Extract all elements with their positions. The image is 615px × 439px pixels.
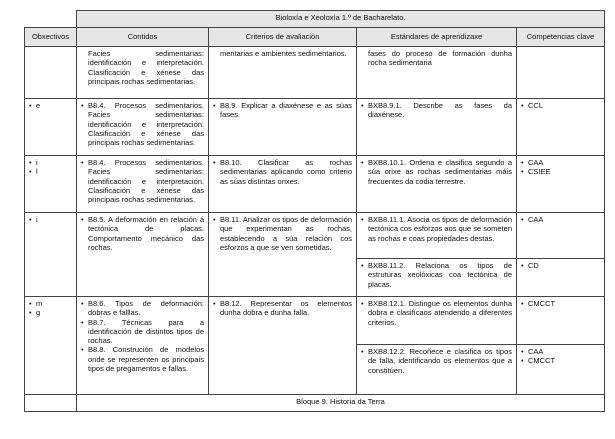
list-item: • CAA xyxy=(521,215,600,224)
estandares-text: fases do proceso de formación dunha rocha sedimentaria xyxy=(368,49,512,68)
cell-criterios xyxy=(209,47,357,99)
block-heading: Bloque 9. Historia da Terra xyxy=(77,395,605,412)
cell-estandares xyxy=(357,156,517,213)
list-item: • CSIEE xyxy=(521,167,600,176)
cell-contidos xyxy=(77,47,209,99)
table-row xyxy=(25,213,605,259)
cell-obxectivos xyxy=(25,99,77,156)
cell-competencias xyxy=(517,156,605,213)
list-item: • CMCCT xyxy=(521,299,600,308)
cell-competencias xyxy=(517,47,605,99)
table-row xyxy=(25,47,605,99)
cell-estandares xyxy=(357,47,517,99)
cell-estandares xyxy=(357,259,517,297)
header-estandares: Estándares de aprendizaxe xyxy=(357,28,517,47)
cell-criterios xyxy=(209,99,357,156)
list-item: • B8.5. A deformación en relación á tectónica de placas. Comportamento mecánico das rochas. xyxy=(81,215,204,252)
list-item: • BXB8.12.1. Distingue os elementos dunha dobra e clasifícaos atendendo a diferentes criterios. xyxy=(361,299,512,327)
cell-estandares xyxy=(357,297,517,345)
list-item: • CAA xyxy=(521,347,600,356)
cell-competencias xyxy=(517,99,605,156)
list-item: • B8.10. Clasificar as rochas sedimentarias aplicando como criterio as súas distintas orixes. xyxy=(213,158,352,186)
list-item: • B8.11. Analizar os tipos de deformación que experimentan as rochas, establecendo a súa relación cos esforzos a que se ven sometidas. xyxy=(213,215,352,252)
list-item: • B8.8. Construción de modelos onde se representen os principais tipos de pregamentos e fallas. xyxy=(81,345,204,373)
header-criterios: Criterios de avaliación xyxy=(209,28,357,47)
list-item: • BXB8.11.1. Asocia os tipos de deformación tectónica cos esforzos aos que se someten as rochas e coas propiedades destas. xyxy=(361,215,512,243)
table-row xyxy=(25,156,605,213)
cell-obxectivos xyxy=(25,47,77,99)
cell-contidos xyxy=(77,156,209,213)
list-item: • BXB8.9.1. Describe as fases da diaxénese. xyxy=(361,101,512,120)
list-item: • CAA xyxy=(521,158,600,167)
contidos-text: Facies sedimentarias: identificación e interpretación. Clasificación e xénese das principais rochas sedimentarias. xyxy=(88,49,204,86)
header-contidos: Contidos xyxy=(77,28,209,47)
list-item: • i xyxy=(29,215,72,224)
cell-estandares xyxy=(357,213,517,259)
cell-contidos xyxy=(77,213,209,297)
list-item: • B8.4. Procesos sedimentarios. Facies sedimentarias: identificación e interpretación. Clasificación e xénese das principais rochas sedimentarias. xyxy=(81,158,204,204)
cell-competencias xyxy=(517,345,605,395)
list-item: • CCL xyxy=(521,101,600,110)
blank-corner-cell xyxy=(25,11,77,28)
table-row xyxy=(25,297,605,345)
cell-competencias xyxy=(517,259,605,297)
table-row xyxy=(25,99,605,156)
list-item: • e xyxy=(29,101,72,110)
header-competencias: Competencias clave xyxy=(517,28,605,47)
cell-estandares xyxy=(357,345,517,395)
header-obxectivos: Obxectivos xyxy=(25,28,77,47)
cell-obxectivos xyxy=(25,156,77,213)
cell-criterios xyxy=(209,297,357,395)
footer-blank-cell xyxy=(25,395,77,412)
cell-criterios xyxy=(209,156,357,213)
cell-competencias xyxy=(517,213,605,259)
curriculum-table xyxy=(24,10,605,412)
cell-contidos xyxy=(77,99,209,156)
list-item: • g xyxy=(29,308,72,317)
table-title: Bioloxía e Xeoloxía 1.º de Bacharelato. xyxy=(77,11,605,28)
list-item: • CMCCT xyxy=(521,356,600,365)
list-item: • i xyxy=(29,158,72,167)
cell-competencias xyxy=(517,297,605,345)
cell-obxectivos xyxy=(25,297,77,395)
cell-estandares xyxy=(357,99,517,156)
list-item: • BXB8.12.2. Recoñece e clasifica os tipos de falla, identificando os elementos que a constitúen. xyxy=(361,347,512,375)
list-item: • B8.12. Representar os elementos dunha dobra e dunha falla. xyxy=(213,299,352,318)
cell-obxectivos xyxy=(25,213,77,297)
list-item: • B8.9. Explicar a diaxénese e as súas fases. xyxy=(213,101,352,120)
list-item: • m xyxy=(29,299,72,308)
list-item: • l xyxy=(29,167,72,176)
list-item: • B8.7. Técnicas para a identificación de distintos tipos de rochas. xyxy=(81,318,204,346)
list-item: • CD xyxy=(521,261,600,270)
criterios-text: mentarias e ambientes sedimentarios. xyxy=(220,49,347,58)
list-item: • BXB8.11.2. Relaciona os tipos de estruturas xeolóxicas coa tectónica de placas. xyxy=(361,261,512,289)
list-item: • B8.4. Procesos sedimentarios. Facies sedimentarias: identificación e interpretación. Clasificación e xénese das principais rochas sedimentarias. xyxy=(81,101,204,147)
cell-criterios xyxy=(209,213,357,297)
cell-contidos xyxy=(77,297,209,395)
list-item: • BXB8.10.1. Ordena e clasifica segundo a súa orixe as rochas sedimentarias máis frecuentes da codia terrestre. xyxy=(361,158,512,186)
list-item: • B8.6. Tipos de deformación: dobras e falllas. xyxy=(81,299,204,318)
